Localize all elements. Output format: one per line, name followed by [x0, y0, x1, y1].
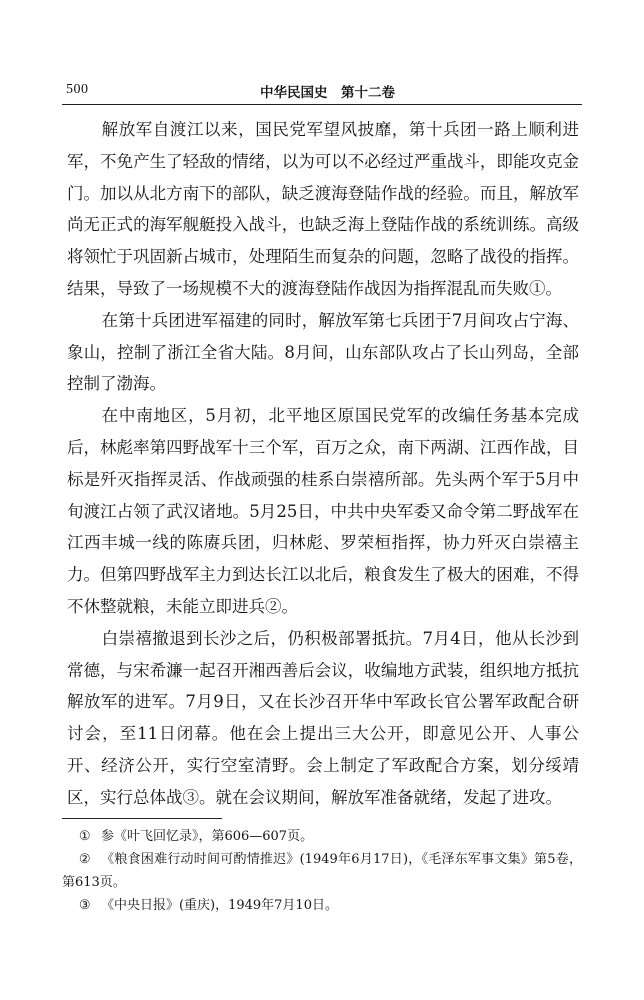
footnote-3 — [62, 894, 582, 917]
paragraph-3: 在中南地区，5月初，北平地区原国民党军的改编任务基本完成后，林彪率第四野战军十三个军，百万之众，南下两湖、江西作战，目标是歼灭指挥灵活、作战顽强的桂系白崇禧所部。先头两个军于5月中旬渡江占领了武汉诸地。5月25日，中共中央军委又命令第二野战军在江西丰城一线的陈赓兵团，归林彪、罗荣桓指挥，协力歼灭白崇禧主力。但第四野战军主力到达长江以北后，粮食发生了极大的困难，不得不休整就粮，未能立即进兵②。 — [67, 406, 579, 616]
page-number: 500 — [66, 82, 89, 97]
footnote-2 — [62, 848, 582, 894]
footnotes — [62, 825, 582, 917]
footnote-marker: ③ — [78, 898, 91, 913]
page-header — [62, 78, 582, 105]
paragraph-4: 白崇禧撤退到长沙之后，仍积极部署抵抗。7月4日，他从长沙到常德，与宋希濂一起召开湘西善后会议，收编地方武装，组织地方抵抗解放军的进军。7月9日，又在长沙召开华中军政长官公署军政配合研讨会，至11日闭幕。他在会上提出三大公开，即意见公开、人事公开、经济公开，实行空室清野。会上制定了军政配合方案，划分绥靖区，实行总体战③。就在会议期间，解放军准备就绪，发起了进攻。 — [67, 628, 579, 807]
paragraph-1: 解放军自渡江以来，国民党军望风披靡，第十兵团一路上顺利进军，不免产生了轻敌的情绪，以为可以不必经过严重战斗，即能攻克金门。加以从北方南下的部队，缺乏渡海登陆作战的经验。而且，解放军尚无正式的海军舰艇投入战斗，也缺乏海上登陆作战的系统训练。高级将领忙于巩固新占城市，处理陌生而复杂的问题，忽略了战役的指挥。结果，导致了一场规模不大的渡海登陆作战因为指挥混乱而失败①。 — [67, 120, 579, 298]
footnote-1 — [62, 825, 582, 848]
footnote-marker: ① — [78, 829, 91, 844]
footnote-text: 《中央日报》(重庆)，1949年7月10日。 — [100, 898, 338, 913]
footnote-divider — [62, 818, 222, 819]
footnote-text: 《粮食困难行动时间可酌情推迟》(1949年6月17日)，《毛泽东军事文集》第5卷，第613页。 — [62, 852, 583, 890]
body-text — [67, 114, 579, 814]
paragraph-2: 在第十兵团进军福建的同时，解放军第七兵团于7月间攻占宁海、象山，控制了浙江全省大陆。8月间，山东部队攻占了长山列岛，全部控制了渤海。 — [67, 310, 579, 394]
footnote-text: 参《叶飞回忆录》，第606—607页。 — [100, 829, 314, 844]
running-head-title: 中华民国史 第十二卷 — [260, 85, 395, 101]
footnote-marker: ② — [78, 852, 91, 867]
